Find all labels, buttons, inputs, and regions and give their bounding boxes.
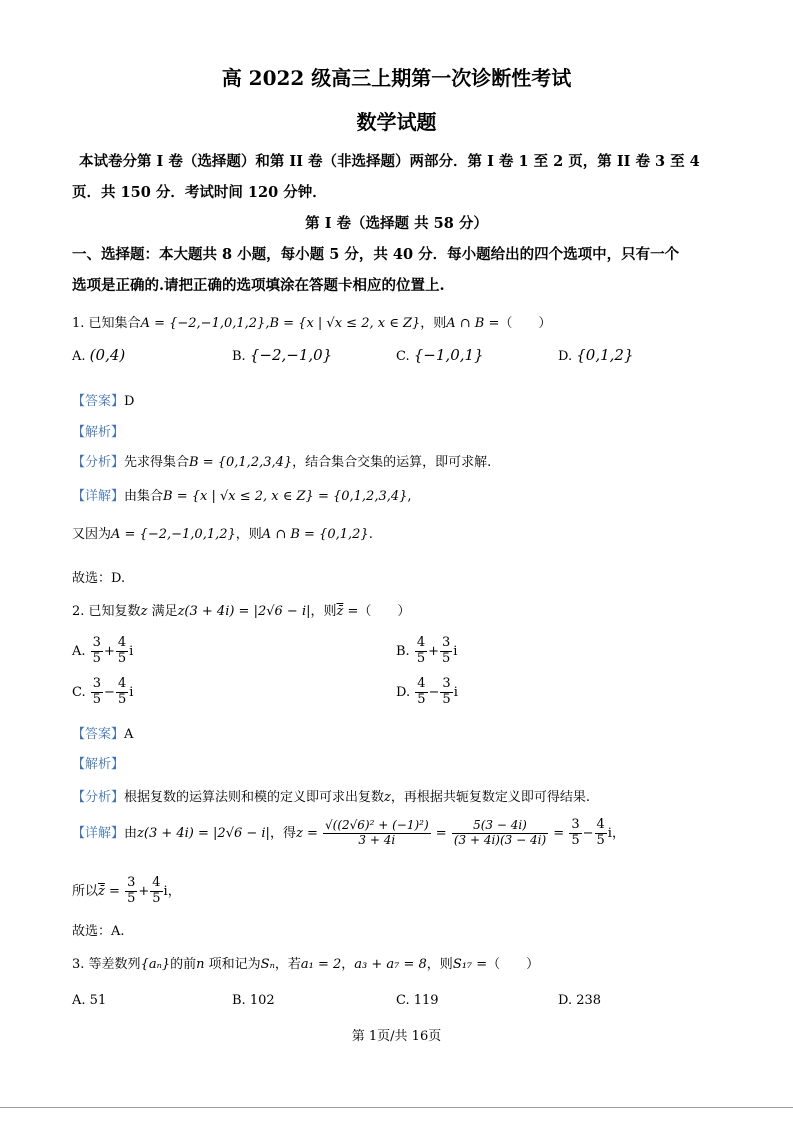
part1-line-1: 一、选择题：本大题共 8 小题，每小题 5 分，共 40 分．每小题给出的四个选项中，只有一个: [72, 246, 680, 263]
q1-option-d[interactable]: D. {0,1,2}: [558, 346, 634, 364]
intro-line-1: 本试卷分第 I 卷（选择题）和第 II 卷（非选择题）两部分．第 I 卷 1 至 2 页，第 II 卷 3 至 4: [79, 153, 700, 170]
q1-also: 又因为A = {−2,−1,0,1,2}，则A ∩ B = {0,1,2}.: [72, 527, 373, 542]
q2-analysis-label: 【解析】: [72, 757, 125, 772]
q1-answer: 【答案】D: [72, 394, 135, 409]
q1-choice: 故选：D.: [72, 571, 126, 586]
q3-option-c[interactable]: C. 119: [396, 993, 439, 1008]
page-number: 第 1页/共 16页: [351, 1029, 442, 1044]
q2-detail: 【详解】由z(3 + 4i) = |2√6 − i|，得z = $\frac{\text{√((2√6)² + (−1)²)}}{3 + 4i}$ = $\frac{5(3 - 4i)}{(3 + 4i)(3 - 4i)}$ = $\frac{3}{5}$ − $\frac{4}{5}$ i，: [72, 817, 625, 848]
q2-option-c[interactable]: C. $\frac{3}{5}$ − $\frac{4}{5}$ i: [72, 676, 134, 707]
q3-option-b[interactable]: B. 102: [232, 993, 275, 1008]
q1-analysis-label: 【解析】: [72, 425, 125, 440]
part1-line-2: 选项是正确的.请把正确的选项填涂在答题卡相应的位置上.: [72, 277, 445, 294]
q1-fenxi: 【分析】先求得集合B = {0,1,2,3,4}，结合集合交集的运算，即可求解.: [72, 455, 492, 470]
intro-line-2: 页．共 150 分．考试时间 120 分钟．: [72, 184, 327, 201]
q3-stem: 3. 等差数列{aₙ}的前n 项和记为Sₙ，若a₁ = 2，a₃ + a₇ = 8，则S₁₇ =（ ）: [72, 957, 540, 972]
exam-title: 高 2022 级高三上期第一次诊断性考试: [221, 66, 572, 90]
q3-option-a[interactable]: A. 51: [72, 993, 107, 1008]
q2-option-b[interactable]: B. $\frac{4}{5}$ + $\frac{3}{5}$ i: [396, 635, 458, 666]
page-bottom-divider: [0, 1107, 793, 1108]
q2-stem: 2. 已知复数z 满足z(3 + 4i) = |2√6 − i|，则z̄ =（ ）: [72, 604, 411, 619]
exam-subtitle: 数学试题: [356, 110, 437, 134]
q2-option-a[interactable]: A. $\frac{3}{5}$ + $\frac{4}{5}$ i: [72, 635, 134, 666]
q2-option-d[interactable]: D. $\frac{4}{5}$ − $\frac{3}{5}$ i: [396, 676, 458, 707]
q2-choice: 故选：A.: [72, 924, 125, 939]
q3-option-d[interactable]: D. 238: [558, 993, 602, 1008]
section-title: 第 I 卷（选择题 共 58 分）: [305, 215, 488, 232]
q1-detail: 【详解】由集合B = {x | √x ≤ 2, x ∈ Z} = {0,1,2,3,4},: [72, 489, 412, 504]
q1-option-c[interactable]: C. {−1,0,1}: [396, 346, 484, 364]
q1-option-b[interactable]: B. {−2,−1,0}: [232, 346, 333, 364]
q1-stem: 1. 已知集合A = {−2,−1,0,1,2},B = {x | √x ≤ 2, x ∈ Z}，则A ∩ B =（ ）: [72, 316, 552, 331]
q1-option-a[interactable]: A. (0,4): [72, 346, 126, 364]
q2-fenxi: 【分析】根据复数的运算法则和模的定义即可求出复数z，再根据共轭复数定义即可得结果.: [72, 790, 591, 805]
q2-answer: 【答案】A: [72, 727, 134, 742]
q2-so: 所以z̄ = $\frac{3}{5}$ + $\frac{4}{5}$ i，: [72, 875, 181, 906]
